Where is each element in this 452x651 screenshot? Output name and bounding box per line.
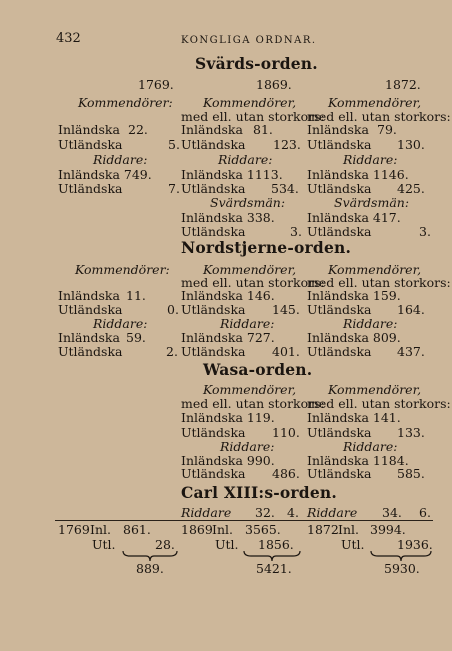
svards-year-1872: 1872. — [385, 77, 421, 92]
carl-title: Carl XIII:s-orden. — [181, 483, 337, 502]
svards-c1-inl: Inländska — [58, 122, 120, 137]
carl-1872-value: 34. — [382, 505, 402, 520]
svards-c2-med: med ell. utan storkors: — [181, 109, 325, 124]
svards-c2-r-inl: Inländska 1113. — [181, 167, 283, 182]
carl-riddare-1869: Riddare — [181, 505, 232, 520]
nord-c3-r-utl: Utländska — [307, 344, 372, 359]
wasa-c3-med: med ell. utan storkors: — [307, 396, 451, 411]
svards-c1-kommendorer: Kommendörer: — [78, 95, 173, 110]
carl-riddare-1872: Riddare — [307, 505, 358, 520]
svards-c3-inl-v: 79. — [377, 122, 397, 137]
tot-c3-inl: Inl. — [338, 522, 359, 537]
svards-year-1869: 1869. — [256, 77, 292, 92]
tot-c2-utl: Utl. — [215, 537, 239, 552]
svards-c2-utl-v: 123. — [273, 137, 301, 152]
carl-1869-value: 32. — [255, 505, 275, 520]
tot-c3-year: 1872 — [307, 522, 339, 537]
nord-c1-kommendorer: Kommendörer: — [75, 262, 170, 277]
nord-c1-r-utl-v: 2. — [166, 344, 178, 359]
tot-c2-utl-v: 1856. — [258, 537, 294, 552]
nord-c1-inl-v: 11. — [126, 288, 146, 303]
nord-c1-inl: Inländska — [58, 288, 120, 303]
svards-c3-r-utl-v: 425. — [397, 181, 425, 196]
nord-c1-riddare: Riddare: — [93, 316, 148, 331]
wasa-c2-riddare: Riddare: — [220, 439, 275, 454]
wasa-title: Wasa-orden. — [203, 360, 313, 379]
nord-c1-r-utl: Utländska — [58, 344, 123, 359]
tot-c1-year: 1769 — [58, 522, 90, 537]
svards-c3-med: med ell. utan storkors: — [307, 109, 451, 124]
svards-year-1769: 1769. — [138, 77, 174, 92]
tot-c2-sum: 5421. — [256, 561, 292, 576]
svards-c3-r-utl: Utländska — [307, 181, 372, 196]
nord-c2-utl: Utländska — [181, 302, 246, 317]
svards-c3-utl-v: 130. — [397, 137, 425, 152]
nord-c1-utl: Utländska — [58, 302, 123, 317]
svards-c1-r-utl: Utländska — [58, 181, 123, 196]
nord-c2-kommendorer: Kommendörer, — [203, 262, 297, 277]
tot-c1-sum: 889. — [136, 561, 164, 576]
svards-c2-riddare: Riddare: — [218, 152, 273, 167]
svards-c2-s-inl: Inländska 338. — [181, 210, 275, 225]
nord-c1-utl-v: 0. — [167, 302, 179, 317]
svards-c1-r-utl-v: 7. — [168, 181, 180, 196]
tot-c1-utl: Utl. — [92, 537, 116, 552]
svards-c1-utl-v: 5. — [168, 137, 180, 152]
tot-c3-utl-v: 1936. — [397, 537, 433, 552]
nord-c3-r-utl-v: 437. — [397, 344, 425, 359]
svards-c3-r-inl: Inländska 1146. — [307, 167, 409, 182]
svards-c2-s-utl: Utländska — [181, 224, 246, 239]
wasa-c3-r-utl: Utländska — [307, 466, 372, 481]
svards-c2-r-utl-v: 534. — [271, 181, 299, 196]
svards-c2-kommendorer: Kommendörer, — [203, 95, 297, 110]
wasa-c2-r-inl: Inländska 990. — [181, 453, 275, 468]
tot-c3-sum: 5930. — [384, 561, 420, 576]
carl-1869-value-b: 4. — [287, 505, 299, 520]
svards-c3-s-inl: Inländska 417. — [307, 210, 401, 225]
svards-c2-inl: Inländska — [181, 122, 243, 137]
nord-c3-riddare: Riddare: — [343, 316, 398, 331]
svards-c3-inl: Inländska — [307, 122, 369, 137]
tot-c2-inl: Inl. — [212, 522, 233, 537]
svards-c3-s-utl: Utländska — [307, 224, 372, 239]
nord-c2-riddare: Riddare: — [220, 316, 275, 331]
tot-c1-inl: Inl. — [90, 522, 111, 537]
nord-c1-r-inl: Inländska — [58, 330, 120, 345]
tot-c3-utl: Utl. — [341, 537, 365, 552]
svards-c2-s-utl-v: 3. — [290, 224, 302, 239]
wasa-c3-utl: Utländska — [307, 425, 372, 440]
wasa-c2-r-utl: Utländska — [181, 466, 246, 481]
nord-c2-utl-v: 145. — [272, 302, 300, 317]
svards-c2-svardsman: Svärdsmän: — [210, 195, 286, 210]
svards-title: Svärds-orden. — [195, 54, 318, 73]
tot-c1-inl-v: 861. — [123, 522, 151, 537]
wasa-c3-kommendorer: Kommendörer, — [328, 382, 422, 397]
svards-c3-s-utl-v: 3. — [419, 224, 431, 239]
nord-c3-kommendorer: Kommendörer, — [328, 262, 422, 277]
carl-1872-value-b: 6. — [419, 505, 431, 520]
svards-c2-r-utl: Utländska — [181, 181, 246, 196]
wasa-c3-r-inl: Inländska 1184. — [307, 453, 409, 468]
svards-c3-kommendorer: Kommendörer, — [328, 95, 422, 110]
nord-c3-med: med ell. utan storkors: — [307, 275, 451, 290]
wasa-c3-r-utl-v: 585. — [397, 466, 425, 481]
nord-c1-r-inl-v: 59. — [126, 330, 146, 345]
nord-c2-r-utl: Utländska — [181, 344, 246, 359]
nord-c3-inl: Inländska 159. — [307, 288, 401, 303]
svards-c1-utl: Utländska — [58, 137, 123, 152]
wasa-c2-med: med ell. utan storkors: — [181, 396, 325, 411]
svards-c3-utl: Utländska — [307, 137, 372, 152]
svards-c3-riddare: Riddare: — [343, 152, 398, 167]
totals-rule — [55, 520, 433, 521]
nord-c2-r-utl-v: 401. — [272, 344, 300, 359]
svards-c1-riddare: Riddare: — [93, 152, 148, 167]
wasa-c2-r-utl-v: 486. — [272, 466, 300, 481]
nordstjerne-title: Nordstjerne-orden. — [181, 238, 352, 257]
wasa-c3-inl: Inländska 141. — [307, 410, 401, 425]
nord-c3-r-inl: Inländska 809. — [307, 330, 401, 345]
svards-c1-inl-v: 22. — [128, 122, 148, 137]
svards-c3-svardsman: Svärdsmän: — [334, 195, 410, 210]
tot-c1-utl-v: 28. — [155, 537, 175, 552]
nord-c3-utl-v: 164. — [397, 302, 425, 317]
nord-c2-r-inl: Inländska 727. — [181, 330, 275, 345]
nord-c3-utl: Utländska — [307, 302, 372, 317]
svards-c1-r-inl: Inländska 749. — [58, 167, 152, 182]
svards-c2-inl-v: 81. — [253, 122, 273, 137]
running-head: KONGLIGA ORDNAR. — [181, 35, 317, 46]
nord-c2-med: med ell. utan storkors: — [181, 275, 325, 290]
wasa-c2-utl: Utländska — [181, 425, 246, 440]
tot-c2-year: 1869 — [181, 522, 213, 537]
wasa-c2-inl: Inländska 119. — [181, 410, 275, 425]
svards-c2-utl: Utländska — [181, 137, 246, 152]
tot-c3-inl-v: 3994. — [370, 522, 406, 537]
wasa-c3-riddare: Riddare: — [343, 439, 398, 454]
page-number: 432 — [56, 31, 81, 46]
wasa-c3-utl-v: 133. — [397, 425, 425, 440]
wasa-c2-kommendorer: Kommendörer, — [203, 382, 297, 397]
tot-c2-inl-v: 3565. — [245, 522, 281, 537]
wasa-c2-utl-v: 110. — [272, 425, 300, 440]
nord-c2-inl: Inländska 146. — [181, 288, 275, 303]
